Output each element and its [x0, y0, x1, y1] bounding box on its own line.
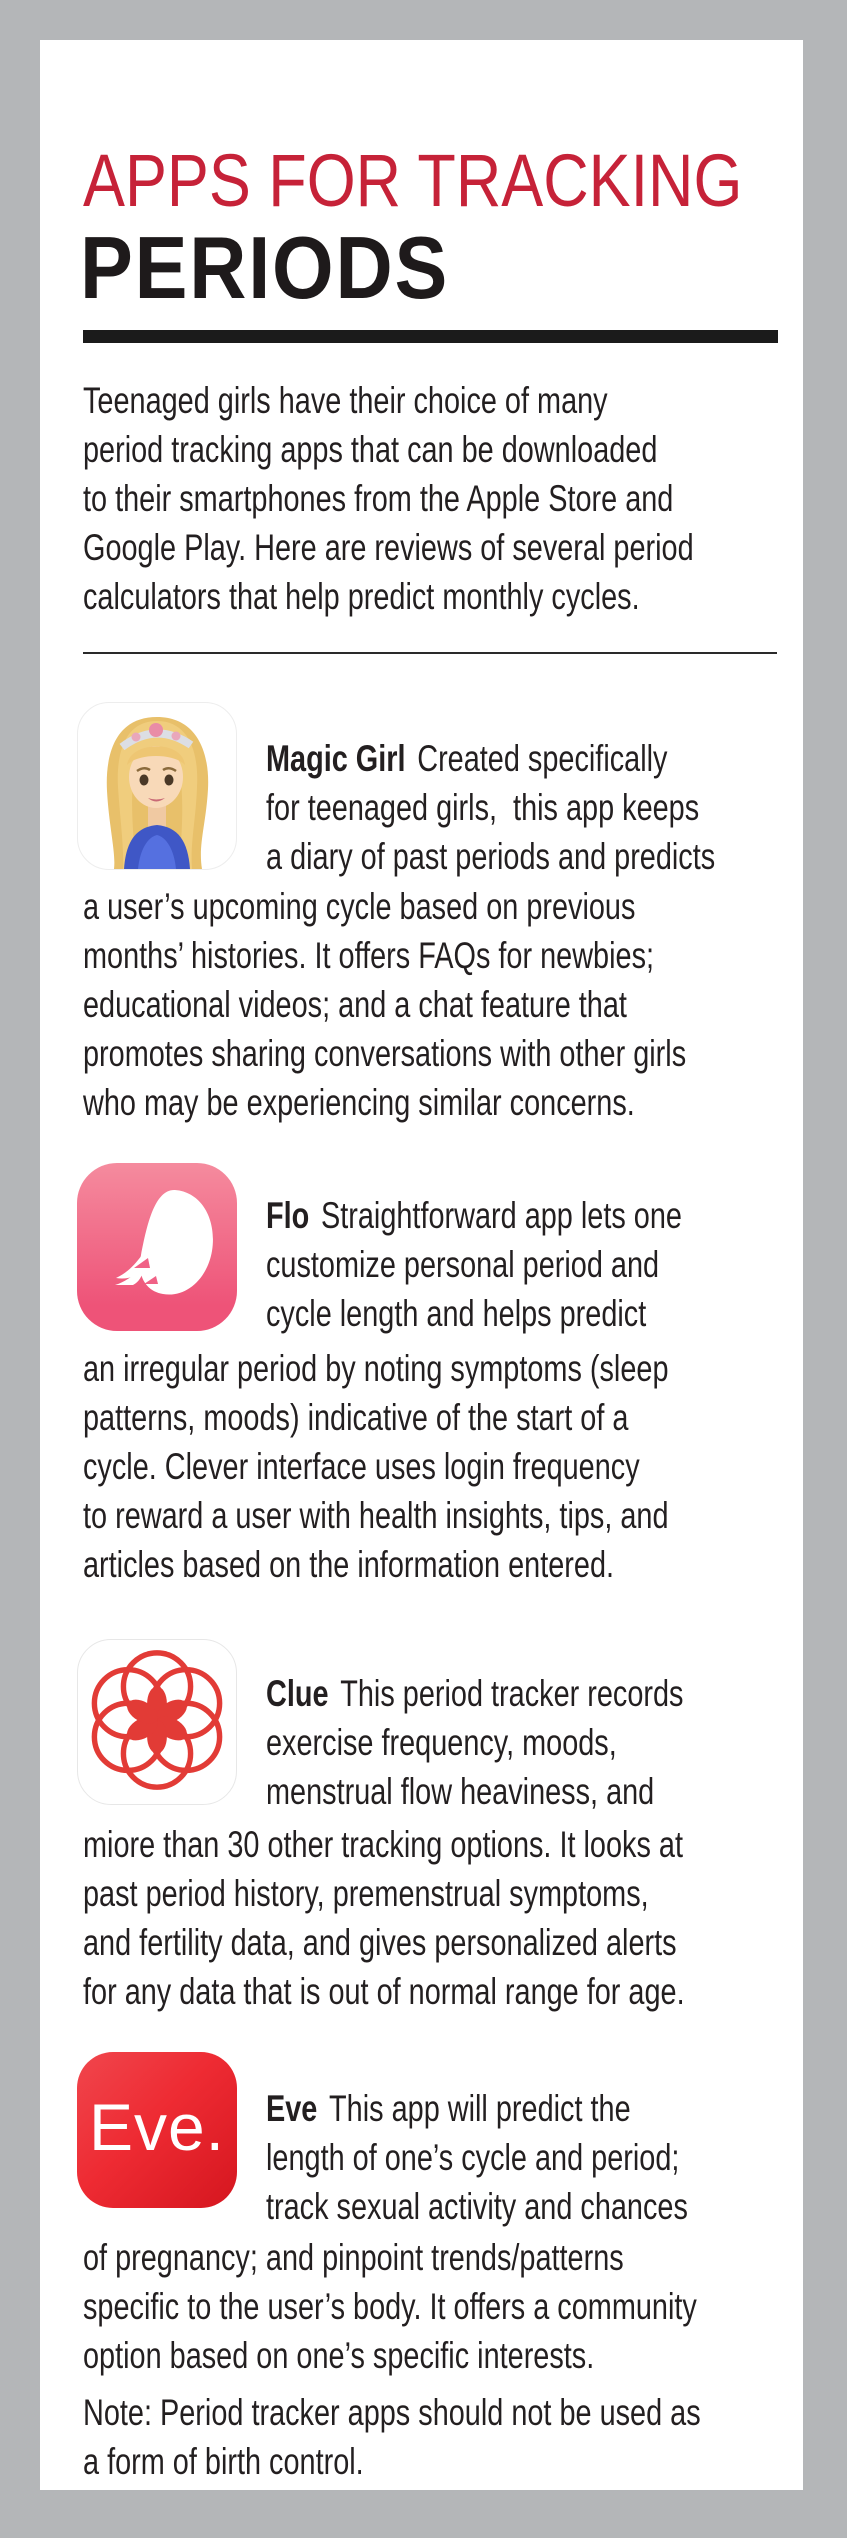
review-text: Straightforward app lets one — [320, 1195, 682, 1236]
title-rule — [83, 330, 778, 343]
review-line: articles based on the information entered. — [83, 1544, 615, 1585]
flo-app-icon — [77, 1163, 237, 1331]
intro-line: to their smartphones from the Apple Store and — [83, 478, 674, 519]
section-divider — [83, 652, 777, 654]
article-panel — [40, 40, 803, 2490]
review-line: of pregnancy; and pinpoint trends/patterns — [83, 2237, 624, 2278]
review-line: promotes sharing conversations with other girls — [83, 1033, 687, 1074]
app-review-text — [266, 2052, 778, 2231]
review-line: who may be experiencing similar concerns. — [83, 1082, 635, 1123]
review-line: customize personal period and — [266, 1244, 660, 1285]
review-line: length of one’s cycle and period; — [266, 2137, 680, 2178]
app-review-clue — [83, 1639, 778, 2016]
review-line: option based on one’s specific interests. — [83, 2335, 595, 2376]
app-name: Magic Girl — [266, 738, 406, 779]
app-review-text — [266, 1639, 778, 1816]
intro-line: Google Play. Here are reviews of several period — [83, 527, 694, 568]
review-line: track sexual activity and chances — [266, 2186, 688, 2227]
seed-of-life-icon — [78, 1640, 236, 1804]
app-name: Clue — [266, 1673, 329, 1714]
kicker-headline: APPS FOR TRACKING — [83, 139, 743, 222]
review-line: cycle. Clever interface uses login frequency — [83, 1446, 640, 1487]
app-review-text-continued — [83, 1820, 778, 2016]
app-review-flo — [83, 1163, 778, 1589]
review-text: Created specifically — [417, 738, 668, 779]
review-line: for any data that is out of normal range for age. — [83, 1971, 685, 2012]
review-line — [266, 734, 668, 783]
clue-app-icon — [77, 1639, 237, 1805]
footnote-line: Note: Period tracker apps should not be used as — [83, 2392, 701, 2433]
review-line: menstrual flow heaviness, and — [266, 1771, 655, 1812]
review-line — [266, 2084, 665, 2133]
review-line: a diary of past periods and predicts — [266, 836, 716, 877]
review-line: miore than 30 other tracking options. It looks at — [83, 1824, 683, 1865]
footnote — [83, 2388, 778, 2486]
eve-icon-label: Eve. — [88, 2090, 226, 2164]
review-line: cycle length and helps predict — [266, 1293, 647, 1334]
intro-line: calculators that help predict monthly cycles. — [83, 576, 640, 617]
intro-line: Teenaged girls have their choice of many — [83, 380, 608, 421]
review-line: to reward a user with health insights, tips, and — [83, 1495, 669, 1536]
intro-line: period tracking apps that can be downloaded — [83, 429, 658, 470]
review-line — [266, 1669, 684, 1718]
magic-girl-app-icon — [77, 702, 237, 870]
app-review-eve — [83, 2052, 778, 2380]
review-line: for teenaged girls, this app keeps — [266, 787, 700, 828]
review-line: patterns, moods) indicative of the start of a — [83, 1397, 629, 1438]
review-line: past period history, premenstrual symptoms, — [83, 1873, 649, 1914]
review-line: an irregular period by noting symptoms (sleep — [83, 1348, 669, 1389]
app-review-text-continued — [83, 2233, 778, 2380]
review-line: months’ histories. It offers FAQs for newbies; — [83, 935, 655, 976]
review-line: educational videos; and a chat feature that — [83, 984, 627, 1025]
eve-app-icon — [77, 2052, 237, 2208]
app-name: Flo — [266, 1195, 310, 1236]
app-review-text-continued — [83, 1344, 778, 1589]
feather-icon — [78, 1164, 236, 1330]
review-line: exercise frequency, moods, — [266, 1722, 617, 1763]
footnote-line: a form of birth control. — [83, 2441, 364, 2482]
app-review-magic-girl — [83, 702, 778, 1127]
magic-girl-illustration — [78, 703, 236, 869]
app-review-text-continued — [83, 882, 778, 1127]
review-text: This app will predict the — [329, 2088, 631, 2129]
intro-paragraph — [83, 376, 778, 621]
page-title: PERIODS — [80, 218, 450, 317]
review-line: specific to the user’s body. It offers a community — [83, 2286, 697, 2327]
app-name: Eve — [266, 2088, 318, 2129]
review-line — [266, 1191, 682, 1240]
review-line: and fertility data, and gives personalized alerts — [83, 1922, 677, 1963]
app-review-text — [266, 702, 778, 881]
review-text: This period tracker records — [340, 1673, 684, 1714]
review-line: a user’s upcoming cycle based on previous — [83, 886, 636, 927]
app-review-text — [266, 1163, 778, 1338]
